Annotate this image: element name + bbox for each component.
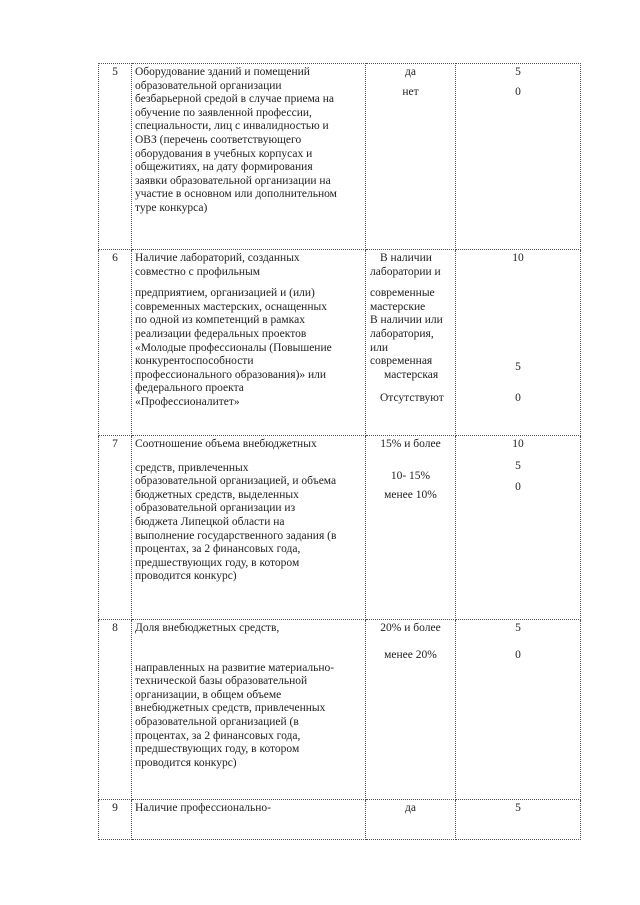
criterion-cell	[132, 800, 366, 840]
answer-cell	[366, 250, 456, 436]
criterion-line: Наличие профессионально-	[135, 802, 272, 814]
criterion-line: федерального проекта	[135, 382, 244, 395]
criterion-line: проводится конкурс)	[135, 570, 237, 583]
criterion-line: проводится конкурс)	[135, 756, 237, 769]
points-value: 0	[515, 648, 521, 661]
table-row	[99, 250, 581, 436]
criterion-line: направленных на развитие материально-	[135, 661, 335, 674]
criterion-line: современных мастерских, оснащенных	[135, 300, 327, 313]
criterion-line: образовательной организации	[135, 79, 282, 92]
table-row	[99, 436, 581, 620]
points-cell	[456, 436, 581, 620]
criterion-line: бюджета Липецкой области на	[135, 515, 285, 528]
answer-option: лаборатория,	[370, 327, 434, 340]
criterion-line: заявки образовательной организации на	[135, 174, 331, 187]
criterion-line: оборудования в учебных корпусах и	[135, 147, 313, 160]
answer-option: да	[405, 66, 416, 78]
criterion-line: технической базы образовательной	[135, 675, 308, 688]
criterion-line: средств, привлеченных	[135, 461, 249, 474]
answer-option: да	[405, 802, 416, 814]
criterion-line: ОВЗ (перечень соответствующего	[135, 133, 302, 146]
criteria-table	[98, 63, 581, 840]
points-value: 5	[515, 66, 521, 78]
answer-option: лаборатории и	[370, 265, 441, 278]
answer-option: 20% и более	[380, 622, 441, 634]
criterion-line: предприятием, организацией и (или)	[135, 287, 315, 300]
criterion-line: «Молодые профессионалы (Повышение	[135, 341, 332, 354]
criterion-line: участие в основном или дополнительном	[135, 188, 337, 201]
answer-option: 10- 15%	[390, 469, 431, 482]
criterion-line: выполнение государственного задания (в	[135, 529, 337, 542]
answer-option: менее 10%	[384, 489, 437, 502]
answer-option: В наличии или	[370, 314, 443, 327]
criterion-line: Доля внебюджетных средств,	[135, 622, 280, 634]
criterion-line: предшествующих году, в котором	[135, 556, 300, 569]
answer-cell	[366, 436, 456, 620]
points-value: 0	[515, 85, 521, 98]
criterion-line: образовательной организацией (в	[135, 715, 299, 728]
points-cell	[456, 64, 581, 250]
criterion-line: процентах, за 2 финансовых года,	[135, 729, 301, 742]
criterion-line: предшествующих году, в котором	[135, 743, 300, 756]
criterion-cell	[132, 620, 366, 800]
criterion-line: общежитиях, на дату формирования	[135, 161, 313, 174]
criterion-line: «Профессионалитет»	[135, 395, 240, 408]
answer-option: Отсутствуют	[380, 392, 444, 405]
criterion-cell	[132, 64, 366, 250]
row-number: 9	[99, 800, 132, 840]
criterion-line: специальности, лиц с инвалидностью и	[135, 120, 329, 133]
row-number: 5	[99, 64, 132, 250]
criterion-line: профессионального образования)» или	[135, 368, 327, 381]
answer-cell	[366, 800, 456, 840]
criterion-cell	[132, 436, 366, 620]
criterion-line: по одной из компетенций в рамках	[135, 314, 305, 327]
criterion-line: образовательной организацией, и объема	[135, 475, 337, 488]
points-value: 5	[515, 360, 521, 373]
points-value: 5	[515, 802, 521, 814]
answer-option: менее 20%	[384, 648, 437, 661]
answer-option: или	[370, 341, 389, 354]
criterion-line: Наличие лабораторий, созданных	[135, 252, 300, 264]
answer-option: В наличии	[380, 252, 432, 264]
points-value: 10	[512, 438, 524, 450]
criterion-line: совместно с профильным	[135, 265, 261, 278]
table-row	[99, 620, 581, 800]
criterion-line: внебюджетных средств, привлеченных	[135, 702, 326, 715]
criterion-line: образовательной организации из	[135, 502, 296, 515]
answer-option: современные	[370, 287, 435, 300]
criterion-line: процентах, за 2 финансовых года,	[135, 543, 301, 556]
criterion-line: туре конкурса)	[135, 201, 208, 214]
criterion-line: бюджетных средств, выделенных	[135, 488, 299, 501]
criterion-line: реализации федеральных проектов	[135, 327, 307, 340]
points-cell	[456, 800, 581, 840]
criterion-line: Оборудование зданий и помещений	[135, 66, 310, 78]
row-number: 8	[99, 620, 132, 800]
points-value: 10	[512, 252, 524, 264]
row-number: 6	[99, 250, 132, 436]
criterion-line: конкурентоспособности	[135, 355, 254, 368]
answer-cell	[366, 64, 456, 250]
table-row	[99, 64, 581, 250]
points-value: 0	[515, 481, 521, 494]
points-value: 5	[515, 622, 521, 634]
table-row	[99, 800, 581, 840]
answer-option: современная	[370, 355, 433, 368]
answer-option: мастерские	[370, 300, 426, 313]
criterion-line: Соотношение объема внебюджетных	[135, 438, 317, 450]
points-cell	[456, 250, 581, 436]
row-number: 7	[99, 436, 132, 620]
answer-option: нет	[402, 85, 419, 98]
points-value: 5	[515, 459, 521, 472]
answer-option: 15% и более	[380, 438, 441, 450]
answer-option: мастерская	[384, 368, 439, 381]
points-value: 0	[515, 392, 521, 405]
points-cell	[456, 620, 581, 800]
criterion-line: безбарьерной средой в случае приема на	[135, 93, 335, 106]
criterion-cell	[132, 250, 366, 436]
criterion-line: организации, в общем объеме	[135, 688, 282, 701]
criterion-line: обучение по заявленной профессии,	[135, 106, 312, 119]
answer-cell	[366, 620, 456, 800]
